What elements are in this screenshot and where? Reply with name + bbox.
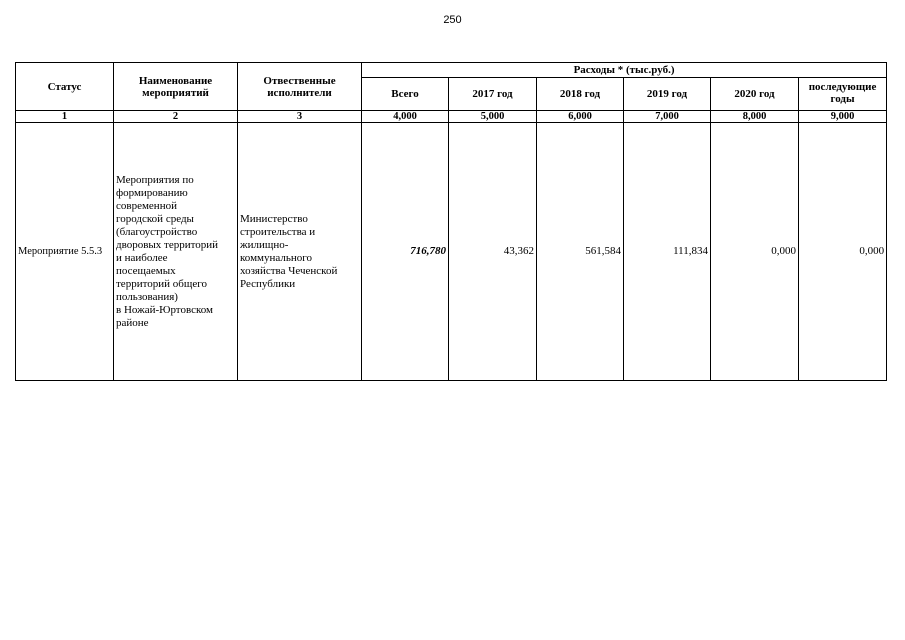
column-number: 8,000 [711,111,799,123]
activity-name-line: районе [116,316,149,329]
column-number: 2 [114,111,238,123]
header-2017: 2017 год [449,78,537,111]
column-number: 1 [16,111,114,123]
value-next-years-cell: 0,000 [799,123,887,381]
activity-name-line: пользования) [116,290,178,303]
activity-name-line: современной [116,199,177,212]
header-2019: 2019 год [624,78,711,111]
page-number: 250 [443,14,462,26]
value-2019-cell: 111,834 [624,123,711,381]
header-next-years [799,78,887,111]
activity-name-line: (благоустройство [116,225,198,238]
table-row [16,123,887,381]
activity-name-line: и наиболее [116,251,168,264]
column-number: 9,000 [799,111,887,123]
column-number: 7,000 [624,111,711,123]
column-number: 5,000 [449,111,537,123]
value-2017-cell: 43,362 [449,123,537,381]
header-2018: 2018 год [537,78,624,111]
header-2020: 2020 год [711,78,799,111]
total-cell: 716,780 [362,123,449,381]
column-number: 6,000 [537,111,624,123]
executor-line: Республики [240,277,296,290]
expenses-table [15,62,887,381]
activity-name-line: посещаемых [116,264,176,277]
header-name: Наименование мероприятий [114,63,238,111]
header-executors: Отвественные исполнители [238,63,362,111]
executor-line: коммунального [240,251,312,264]
executors-cell [238,123,362,381]
header-status: Статус [16,63,114,111]
executor-line: хозяйства Чеченской [240,264,338,277]
header-next-years-label: последующие годы [808,81,877,105]
activity-name-line: городской среды [116,212,194,225]
status-cell: Мероприятие 5.5.3 [16,123,114,381]
header-expenses: Расходы * (тыс.руб.) [362,63,887,78]
header-total: Всего [362,78,449,111]
activity-name-cell [114,123,238,381]
activity-name-line: формированию [116,186,188,199]
value-2020-cell: 0,000 [711,123,799,381]
activity-name-line: дворовых территорий [116,238,219,251]
activity-name-line: в Ножай-Юртовском [116,303,214,316]
executor-line: строительства и [240,225,316,238]
activity-name-line: территорий общего [116,277,207,290]
executor-line: жилищно- [240,238,289,251]
executor-line: Министерство [240,212,308,225]
column-number-row [16,111,887,123]
activity-name-line: Мероприятия по [116,173,194,186]
column-number: 4,000 [362,111,449,123]
value-2018-cell: 561,584 [537,123,624,381]
column-number: 3 [238,111,362,123]
